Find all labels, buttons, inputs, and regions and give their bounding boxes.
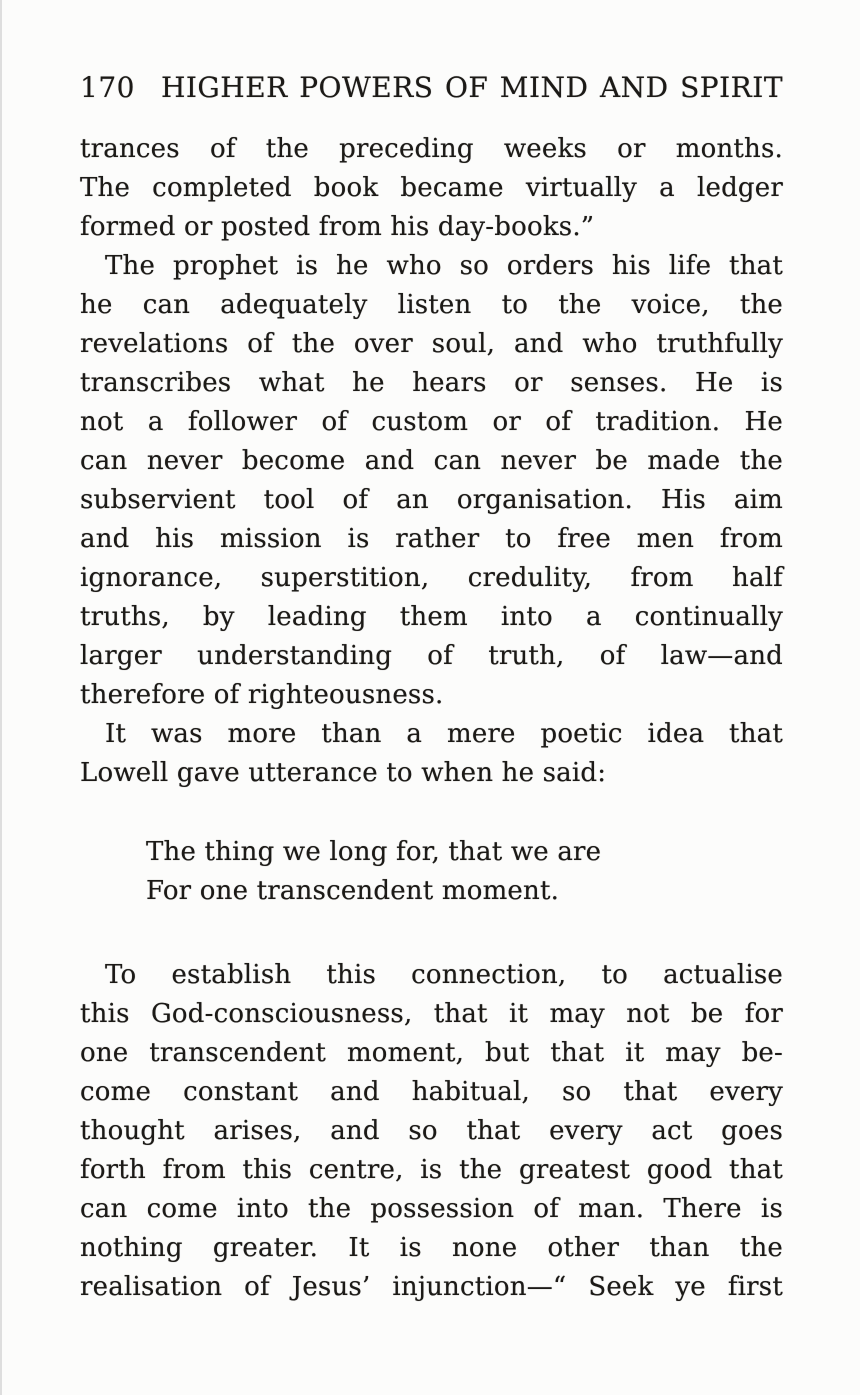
text-line: The prophet is he who so orders his life that	[105, 251, 783, 281]
text-line: realisation of Jesus’ injunction—“ Seek ye first	[80, 1272, 783, 1302]
paragraph	[80, 130, 783, 247]
text-line: one transcendent moment, but that it may be-	[80, 1038, 783, 1068]
text-line: nothing greater. It is none other than the	[80, 1233, 783, 1263]
text-line: can never become and can never be made the	[80, 446, 783, 476]
text-line: larger understanding of truth, of law—and	[80, 641, 783, 671]
text-line: revelations of the over soul, and who truthfully	[80, 329, 783, 359]
text-line: transcribes what he hears or senses. He is	[80, 368, 783, 398]
text-line: truths, by leading them into a continually	[80, 602, 783, 632]
text-line: The completed book became virtually a ledger	[80, 173, 783, 203]
text-line: not a follower of custom or of tradition. He	[80, 407, 783, 437]
text-line: ignorance, superstition, credulity, from half	[80, 563, 783, 593]
page-body	[80, 130, 783, 1307]
text-line: To establish this connection, to actualise	[105, 960, 783, 990]
text-line: formed or posted from his day-books.”	[80, 212, 595, 242]
text-line: and his mission is rather to free men from	[80, 524, 783, 554]
verse-quote	[146, 833, 783, 911]
text-line: Lowell gave utterance to when he said:	[80, 758, 607, 788]
text-line: he can adequately listen to the voice, the	[80, 290, 783, 320]
page-number: 170	[80, 71, 135, 104]
paragraph	[80, 956, 783, 1307]
text-line: It was more than a mere poetic idea that	[105, 719, 783, 749]
text-line: The thing we long for, that we are	[146, 837, 602, 867]
text-line: come constant and habitual, so that every	[80, 1077, 783, 1107]
running-title: HIGHER POWERS OF MIND AND SPIRIT	[160, 71, 783, 104]
text-line: forth from this centre, is the greatest good that	[80, 1155, 783, 1185]
paragraph	[80, 247, 783, 715]
text-line: therefore of righteousness.	[80, 680, 444, 710]
page-header	[80, 73, 783, 103]
text-line: can come into the possession of man. There is	[80, 1194, 783, 1224]
text-line: thought arises, and so that every act goes	[80, 1116, 783, 1146]
paragraph	[80, 715, 783, 793]
text-line: this God-consciousness, that it may not be for	[80, 999, 783, 1029]
scan-edge-artifact	[0, 0, 2, 1395]
text-line: For one transcendent moment.	[146, 876, 560, 906]
text-line: subservient tool of an organisation. His aim	[80, 485, 783, 515]
text-line: trances of the preceding weeks or months.	[80, 134, 783, 164]
